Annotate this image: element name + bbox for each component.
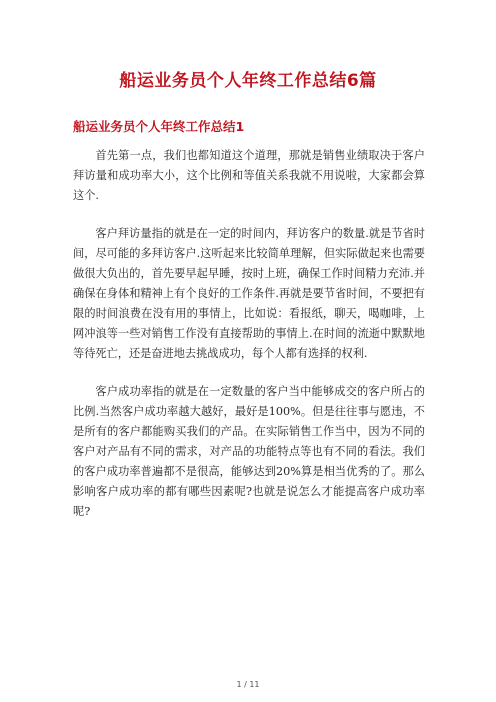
paragraph-2: 客户拜访量指的就是在一定的时间内，拜访客户的数量.就是节省时间，尽可能的多拜访客户.这听起来比较简单理解，但实际做起来也需要做很大负出的，首先要早起早睡，按时上班，确保工作时间精力充沛.并确保在身体和精神上有个良好的工作条件.再就是要节省时间，不要把有限的时间浪费在没有用的事情上，比如说：看报纸，聊天，喝咖啡，上网冲浪等一些对销售工作没有直接帮助的事情上.在时间的流逝中默默地等待死亡，还是奋进地去挑战成功，每个人都有选择的权利. [73,227,425,360]
paragraph-3: 客户成功率指的就是在一定数量的客户当中能够成交的客户所占的比例.当然客户成功率越大越好，最好是100%。但是往往事与愿违，不是所有的客户都能购买我们的产品。在实际销售工作当中，因为不同的客户对产品有不同的需求，对产品的功能特点等也有不同的看法。我们的客户成功率普遍都不是很高，能够达到20%算是相当优秀的了。那么影响客户成功率的都有哪些因素呢?也就是说怎么才能提高客户成功率呢? [73,385,425,518]
document-title: 船运业务员个人年终工作总结6篇 [119,71,377,91]
page-number: 1 / 11 [236,680,260,689]
body-text [73,146,425,540]
section-heading: 船运业务员个人年终工作总结1 [73,119,245,134]
paragraph-1: 首先第一点，我们也都知道这个道理，那就是销售业绩取决于客户拜访量和成功率大小，这个比例和等值关系我就不用说啦，大家都会算这个. [73,149,425,202]
